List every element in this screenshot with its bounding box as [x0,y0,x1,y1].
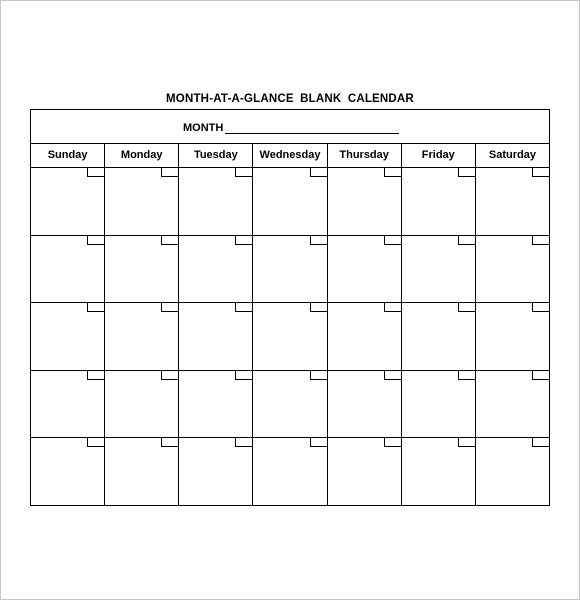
date-number-box[interactable] [458,236,475,245]
day-cell[interactable] [31,303,105,370]
date-number-box[interactable] [310,303,327,312]
date-number-box[interactable] [458,168,475,177]
day-cell[interactable] [402,168,476,235]
calendar-grid [30,109,550,506]
date-number-box[interactable] [310,438,327,447]
date-number-box[interactable] [235,438,252,447]
date-number-box[interactable] [87,236,104,245]
weekday-sunday: Sunday [31,144,105,167]
date-number-box[interactable] [310,371,327,380]
day-cell[interactable] [105,303,179,370]
date-number-box[interactable] [384,371,401,380]
date-number-box[interactable] [161,371,178,380]
week-row [31,303,549,371]
day-cell[interactable] [179,236,253,303]
date-number-box[interactable] [310,168,327,177]
date-number-box[interactable] [532,303,549,312]
date-number-box[interactable] [161,438,178,447]
day-cell[interactable] [31,236,105,303]
date-number-box[interactable] [384,236,401,245]
day-cell[interactable] [31,371,105,438]
date-number-box[interactable] [532,236,549,245]
date-number-box[interactable] [161,303,178,312]
day-cell[interactable] [253,303,327,370]
day-cell[interactable] [328,438,402,505]
weekday-wednesday: Wednesday [253,144,327,167]
day-cell[interactable] [105,371,179,438]
day-cell[interactable] [476,236,549,303]
day-cell[interactable] [31,438,105,505]
day-cell[interactable] [105,236,179,303]
date-number-box[interactable] [87,168,104,177]
page-title: MONTH-AT-A-GLANCE BLANK CALENDAR [166,93,414,105]
month-row [31,110,549,144]
day-cell[interactable] [476,438,549,505]
week-row [31,371,549,439]
day-cell[interactable] [179,438,253,505]
date-number-box[interactable] [384,303,401,312]
day-cell[interactable] [402,371,476,438]
day-cell[interactable] [328,371,402,438]
weekday-thursday: Thursday [328,144,402,167]
month-label: MONTH [183,122,224,134]
day-cell[interactable] [105,168,179,235]
day-cell[interactable] [253,168,327,235]
weekday-saturday: Saturday [488,149,536,161]
date-number-box[interactable] [458,303,475,312]
date-number-box[interactable] [532,371,549,380]
date-number-box[interactable] [235,371,252,380]
date-number-box[interactable] [384,438,401,447]
date-number-box[interactable] [235,236,252,245]
day-cell[interactable] [328,236,402,303]
date-number-box[interactable] [87,438,104,447]
date-number-box[interactable] [161,168,178,177]
week-row [31,438,549,505]
date-number-box[interactable] [532,438,549,447]
date-number-box[interactable] [161,236,178,245]
date-number-box[interactable] [235,168,252,177]
weekday-friday: Friday [402,144,476,167]
date-number-box[interactable] [458,438,475,447]
day-cell[interactable] [476,168,549,235]
day-cell[interactable] [402,303,476,370]
week-row [31,236,549,304]
day-cell[interactable] [328,168,402,235]
date-number-box[interactable] [87,303,104,312]
week-row [31,168,549,236]
day-cell[interactable] [476,303,549,370]
date-number-box[interactable] [87,371,104,380]
date-number-box[interactable] [384,168,401,177]
weeks-container [31,168,549,505]
weekday-header-row [31,144,549,168]
day-cell[interactable] [253,371,327,438]
date-number-box[interactable] [310,236,327,245]
weekday-tuesday: Tuesday [179,144,253,167]
day-cell[interactable] [31,168,105,235]
day-cell[interactable] [179,168,253,235]
day-cell[interactable] [402,236,476,303]
date-number-box[interactable] [235,303,252,312]
day-cell[interactable] [402,438,476,505]
day-cell[interactable] [179,371,253,438]
day-cell[interactable] [476,371,549,438]
day-cell[interactable] [253,236,327,303]
day-cell[interactable] [105,438,179,505]
day-cell[interactable] [328,303,402,370]
date-number-box[interactable] [458,371,475,380]
date-number-box[interactable] [532,168,549,177]
weekday-monday: Monday [105,144,179,167]
day-cell[interactable] [253,438,327,505]
day-cell[interactable] [179,303,253,370]
month-input-line[interactable] [225,133,399,134]
